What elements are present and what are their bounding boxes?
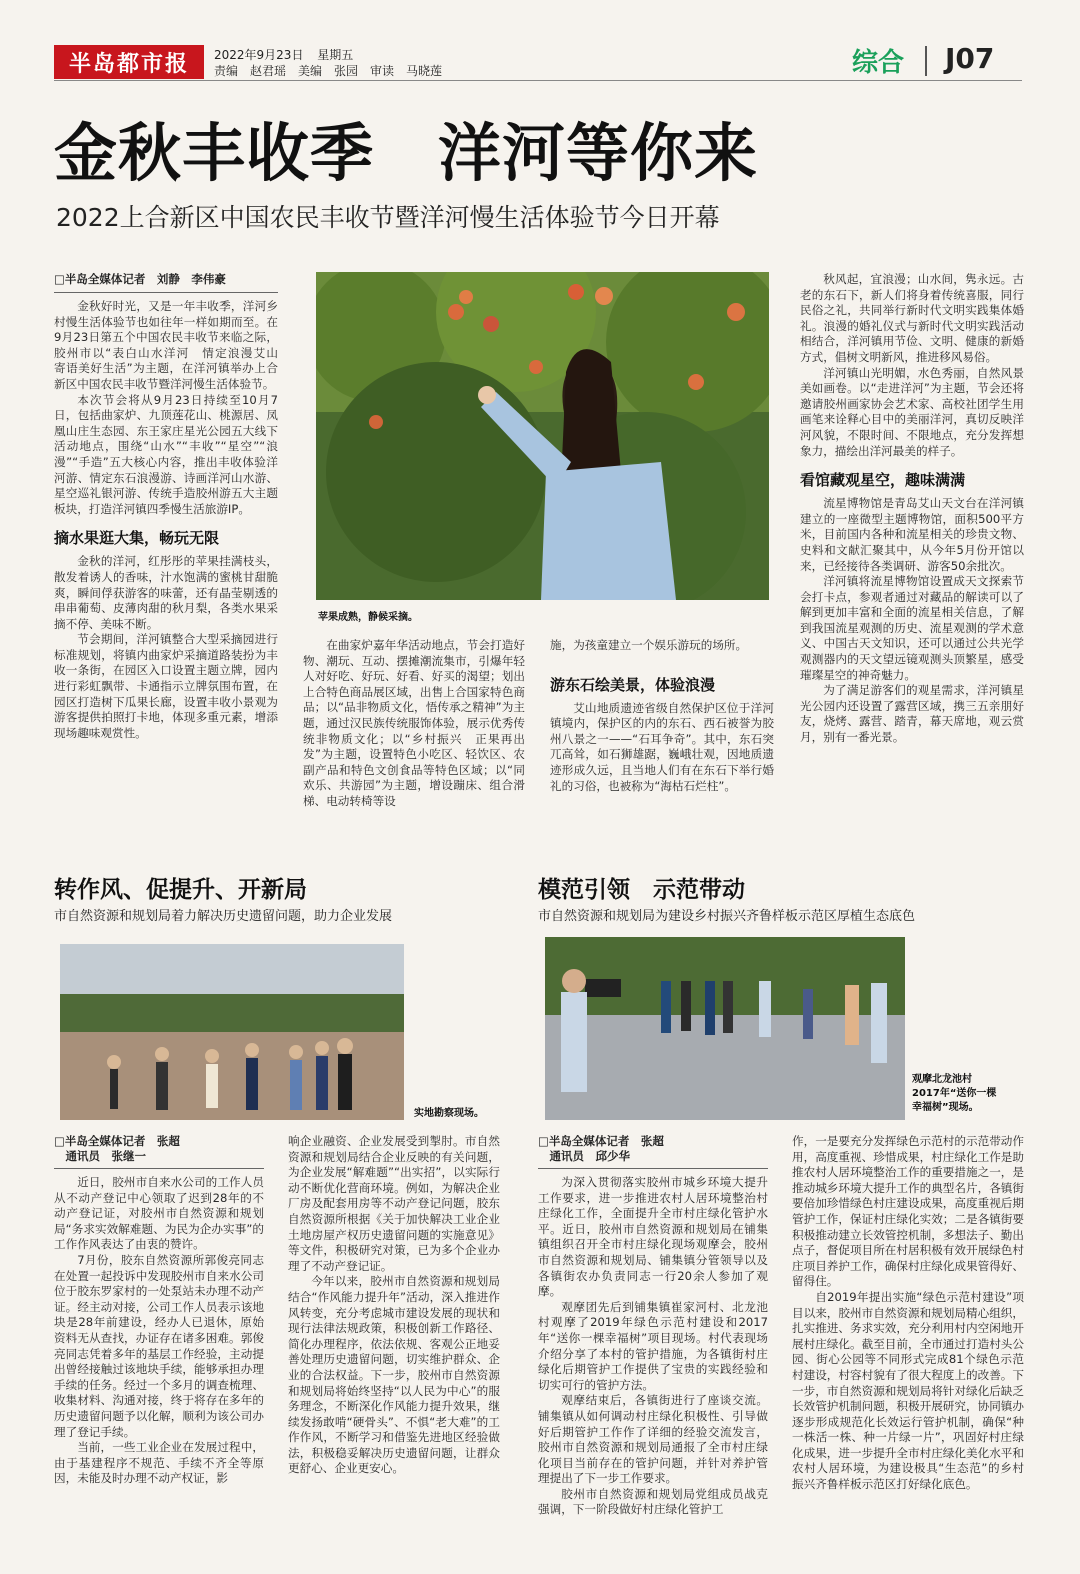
main-col1-para-2: 本次节会将从9月23日持续至10月7日，包括曲家炉、九顶莲花山、桃源居、凤凰山庄生态园、东王家庄星光公园五大线下活动地点，围绕“山水”“丰收”“星空”“浪漫”“手造”五大核心内容，推出丰收体验洋河游、情定东石浪漫游、诗画洋河山水游、星空巡礼银河游、传统手造胶州游五大主题板块，打造洋河镇四季慢生活旅游IP。 [54,392,278,516]
main-col1-para-4: 节会期间，洋河镇整合大型采摘园进行标准规划，将镇内曲家炉采摘道路装扮为丰收一条街，在园区入口设置主题立牌，园内进行彩虹飘带、卡通指示立牌氛围布置，在园区打造树下瓜果长廊，设置丰收小景观为游客提供拍照打卡地，体现多重元素，增添现场趣味观赏性。 [54,632,278,740]
main-col1-para-1: 金秋好时光，又是一年丰收季，洋河乡村慢生活体验节也如往年一样如期而至。在9月23日第五个中国农民丰收节来临之际，胶州市以“表白山水洋河 情定浪漫艾山 寄语美好生活”为主题，在洋河镇举办上合新区中国农民丰收节暨洋河慢生活体验节。 [54,299,290,391]
site-survey-caption: 实地勘察现场。 [414,1108,484,1119]
observation-caption-line-1: 观摩北龙池村 [912,1074,972,1085]
subhead-fruit-picking: 摘水果逛大集，畅玩无限 [54,529,220,548]
apple-orchard-illustration [316,272,769,600]
right-article-subheadline: 市自然资源和规划局为建设乡村振兴齐鲁样板示范区厚植生态底色 [538,909,916,924]
main-col2-para-1: 在曲家炉嘉年华活动地点，节会打造好物、潮玩、互动、摆摊潮流集市，引爆年轻人对好吃、好玩、好看、好买的渴望；划出上合特色商品展区域，出售上合国家特色商品；以“品非物质文化，悟传承之精神”为主题，通过汉民族传统服饰体验，展示优秀传统非物质文化；以“乡村振兴 正果再出发”为主题，设置特色小吃区、轻饮区、农副产品和特色文创食品等特色区域；以“同欢乐、共游园”为主题，增设蹦床、组合滑梯、电动转椅等设 [303,638,525,808]
left-col1-para-3: 当前，一些工业企业在发展过程中，由于基建程序不规范、手续不齐全等原因，未能及时办理不动产权证，影 [54,1440,264,1486]
observation-illustration [545,937,905,1120]
right-col1-para-1: 为深入贯彻落实胶州市城乡环境大提升工作要求，进一步推进农村人居环境整治村庄绿化工作，全面提升全市村庄绿化管护水平。近日，胶州市自然资源和规划局在铺集镇组织召开全市村庄绿化现场观摩会，胶州市自然资源和规划局、铺集镇分管领导以及各镇街农办负责同志一行20余人参加了观摩。 [538,1175,768,1299]
masthead-page-number: J07 [945,42,995,75]
left-article-headline: 转作风、促提升、开新局 [54,877,307,903]
right-col1-para-4: 胶州市自然资源和规划局党组成员战克强调，下一阶段做好村庄绿化管护工 [538,1486,768,1517]
main-col4-para-1: 秋风起，宜浪漫；山水间，隽永远。古老的东石下，新人们将身着传统喜服，同行民俗之礼，共同举行新时代文明实践集体婚礼。浪漫的婚礼仪式与新时代文明实践活动相结合，洋河镇用节俭、文明、健康的新婚方式，倡树文明新风，推进移风易俗。 [800,272,1024,364]
subhead-dongshi-scenery: 游东石绘美景，体验浪漫 [550,675,716,694]
main-column-1 [54,272,290,741]
right-byline-correspondent: 通讯员 邱少华 [549,1149,630,1163]
right-col2-para-2: 自2019年提出实施“绿色示范村建设”项目以来，胶州市自然资源和规划局精心组织，扎实推进、务求实效，充分利用村内空闲地开展村庄绿化。截至目前，全市通过打造村头公园、街心公园等不同形式完成81个绿色示范村建设，村容村貌有了很大程度上的改善。下一步，市自然资源和规划局将针对绿化后缺乏长效管护机制问题，积极开展研究，协同镇办逐步形成规范化长效运行管护机制，确保“种一株活一株、种一片绿一片”，巩固好村庄绿化成果，进一步提升全市村庄绿化美化水平和农村人居环境，为建设极具“生态范”的乡村振兴齐鲁样板示范区打好绿化底色。 [792,1289,1024,1492]
masthead-logo [54,45,204,79]
right-col1-para-3: 观摩结束后，各镇街进行了座谈交流。铺集镇从如何调动村庄绿化积极性、引导做好后期管护工作作了详细的经验交流发言，胶州市自然资源和规划局通报了全市村庄绿化项目当前存在的管护问题，并针对养护管理提出了下一步工作要求。 [538,1393,768,1486]
observation-caption-line-3: 幸福树”现场。 [912,1102,979,1113]
main-col3-para-2: 艾山地质遗迹省级自然保护区位于洋河镇境内，保护区的内的东石、西石被誉为胶州八景之一——“石耳争奇”。其中，东石突兀高耸，如石狮雄踞，巍峨壮观，因地质遗迹形成久远，且当地人们有在东石下举行婚礼的习俗，也被称为“海枯石烂柱”。 [550,700,774,793]
right-article-headline: 模范引领 示范带动 [538,877,745,903]
main-col4-para-4: 洋河镇将流星博物馆设置成天文探索节会打卡点，参观者通过对藏品的解读可以了解到更加丰富和全面的流星相关信息，了解到我国流星观测的历史、流星观测的学术意义、中国古天文知识，还可以通过公共光学观测器内的天文望远镜观测头顶繁星，感受璀璨星空的神奇魅力。 [800,574,1024,682]
left-byline [54,1134,264,1169]
site-survey-illustration [60,944,404,1120]
left-col1-para-1: 近日，胶州市自来水公司的工作人员从不动产登记中心领取了迟到28年的不动产登记证，对胶州市自然资源和规划局“务求实效解难题、为民为企办实事”的工作作风表达了由衷的赞许。 [54,1175,264,1252]
apple-picking-photo [316,272,769,600]
right-article-column-2 [792,1134,1024,1493]
right-byline-reporter: □半岛全媒体记者 张超 [538,1134,664,1148]
main-subheadline: 2022上合新区中国农民丰收节暨洋河慢生活体验节今日开幕 [56,203,720,232]
main-col4-para-5: 为了满足游客们的观星需求，洋河镇星光公园内还设置了露营区域，携三五亲朋好友，烧烤、露营、踏青，幕天席地，观云赏月，别有一番光景。 [800,683,1024,745]
subhead-museum-stars: 看馆藏观星空，趣味满满 [800,471,966,490]
left-article-column-2 [288,1134,500,1477]
right-col2-para-1: 作，一是要充分发挥绿色示范村的示范带动作用，高度重视、珍惜成果，村庄绿化工作是助推农村人居环境整治工作的重要措施之一，是推动城乡环境大提升工作的典型名片，各镇街要倍加珍惜绿色村庄建设成果，高度重视后期管护工作，保证村庄绿化实效；二是各镇街要积极推动建立长效管控机制，多想法子、勤出点子，督促项目所在村居积极有效开展绿色村庄项目养护工作，确保村庄绿化成果管得好、留得住。 [792,1134,1024,1289]
masthead-date-line [214,46,353,63]
masthead-divider [925,46,927,76]
masthead-section: 综合 [852,48,905,78]
main-column-3 [550,638,774,794]
left-col1-para-2: 7月份，胶东自然资源所郭俊亮同志在处置一起投诉中发现胶州市自来水公司位于胶东罗家村的一处泵站未办理不动产证。经主动对接，公司工作人员表示该地块是28年前建设，经办人已退休，原始资料无从查找，办证存在诸多困难。郭俊亮同志凭着多年的基层工作经验，主动提出曾经接触过该地块手续，能够承担办理手续的任务。经过一个多月的调查梳理、收集材料、沟通对接，终于将存在多年的历史遗留问题予以化解，顺利为该公司办理了登记手续。 [54,1252,264,1439]
main-col1-para-3: 金秋的洋河，红彤彤的苹果挂满枝头，散发着诱人的香味，汁水饱满的蜜桃甘甜脆爽，瞬间俘获游客的味蕾，还有晶莹剔透的串串葡萄、皮薄肉甜的秋月梨，各类水果采摘不停、美味不断。 [54,554,278,631]
masthead-weekday: 星期五 [317,48,354,62]
left-col2-para-1: 响企业融资、企业发展受到掣肘。市自然资源和规划局结合企业反映的有关问题，为企业发展“解难题”“出实招”，以实际行动不断优化营商环境。例如，为解决企业厂房及配套用房等不动产登记问题，胶东自然资源所根据《关于加快解决工业企业土地房屋产权历史遗留问题的实施意见》等文件，积极研究对策，已为多个企业办理了不动产登记证。 [288,1134,500,1273]
main-column-2 [303,638,525,810]
main-headline: 金秋丰收季 洋河等你来 [54,117,758,190]
main-byline: □半岛全媒体记者 刘静 李伟豪 [54,272,278,293]
observation-caption [912,1073,996,1115]
right-byline [538,1134,768,1169]
observation-caption-line-2: 2017年“送你一棵 [912,1088,997,1099]
right-col1-para-2: 观摩团先后到铺集镇崔家河村、北龙池村观摩了2019年绿色示范村建设和2017年“送你一棵幸福树”项目现场。村代表现场介绍分享了本村的管护措施，为各镇街村庄绿化后期管护工作提供了宝贵的实践经验和切实可行的管护方法。 [538,1299,768,1392]
main-column-4 [800,272,1024,746]
masthead-date: 2022年9月23日 [214,48,304,62]
left-byline-reporter: □半岛全媒体记者 张超 [54,1134,180,1148]
left-article-column-1 [54,1134,264,1487]
masthead-rule [54,80,1022,81]
left-byline-correspondent: 通讯员 张继一 [65,1149,146,1163]
main-col4-para-2: 洋河镇山光明媚，水色秀丽，自然风景美如画卷。以“走进洋河”为主题，节会还将邀请胶州画家协会艺术家、高校社团学生用画笔来诠释心目中的美丽洋河，真切反映洋河风貌，不限时间、不限地点，充分发挥想象力，描绘出洋河最美的样子。 [800,365,1024,458]
left-col2-para-2: 今年以来，胶州市自然资源和规划局结合“作风能力提升年”活动，深入推进作风转变，充分考虑城市建设发展的现状和现行法律法规政策，积极创新工作路径、简化办理程序，依法依规、客观公正地妥善处理历史遗留问题，切实维护群众、企业的合法权益。下一步，胶州市自然资源和规划局将始终坚持“以人民为中心”的服务理念，不断深化作风能力提升效果，继续发扬敢啃“硬骨头”、不惧“老大难”的工作作风，不断学习和借鉴先进地区经验做法，积极稳妥解决历史遗留问题，让群众更舒心、企业更安心。 [288,1274,500,1476]
apple-photo-caption: 苹果成熟，静候采摘。 [318,612,418,623]
masthead-credits: 责编 赵君瑶 美编 张园 审读 马晓莲 [214,64,443,78]
observation-photo [545,937,905,1120]
site-survey-photo [60,944,404,1120]
right-article-column-1 [538,1134,768,1518]
main-col3-para-1: 施，为孩童建立一个娱乐游玩的场所。 [550,638,748,652]
masthead-logo-text: 半岛都市报 [68,50,189,77]
left-article-subheadline: 市自然资源和规划局着力解决历史遗留问题，助力企业发展 [54,909,393,924]
main-col4-para-3: 流星博物馆是青岛艾山天文台在洋河镇建立的一座微型主题博物馆，面积500平方米，目前国内各种和流星相关的珍贵文物、史料和文献汇聚其中，从今年5月份开馆以来，已经接待各类调研、游客50余批次。 [800,496,1024,573]
